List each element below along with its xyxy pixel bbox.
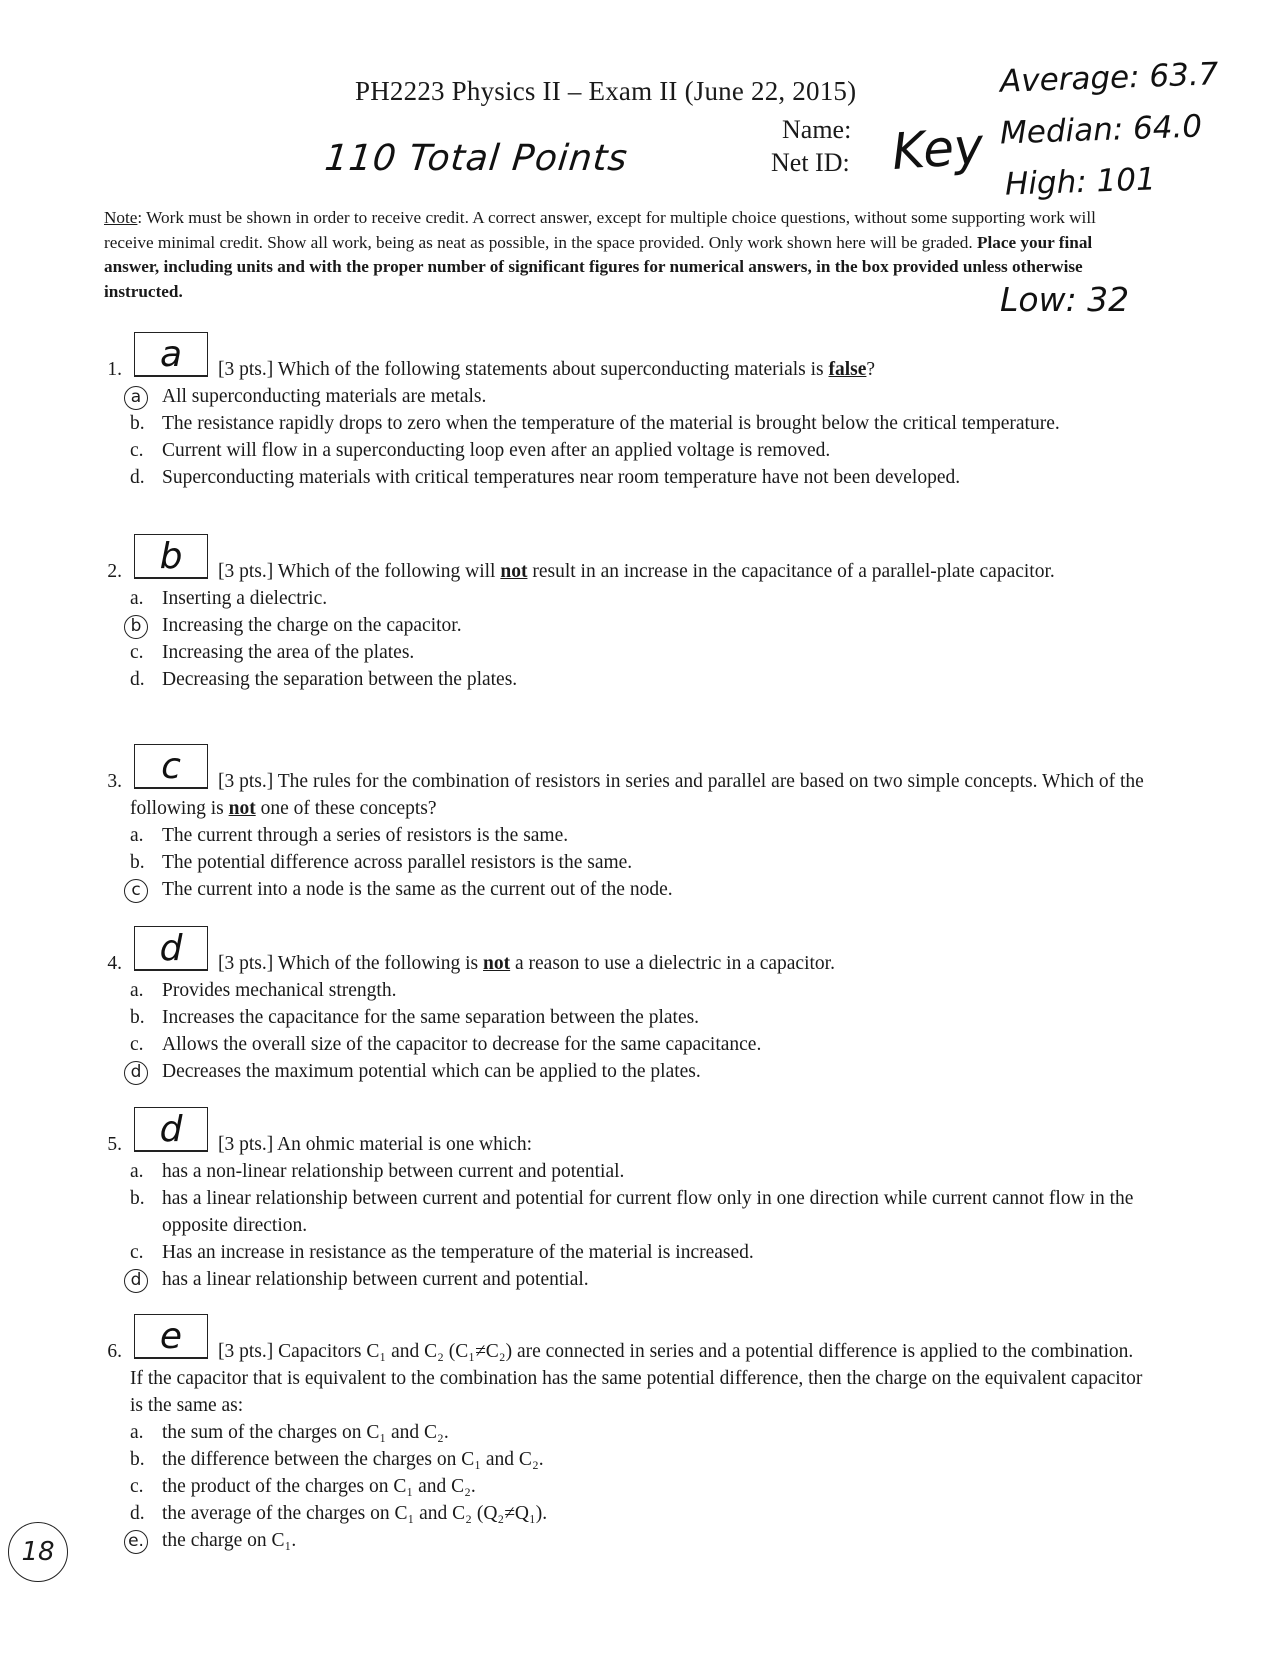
note-label: Note	[104, 208, 138, 227]
option-a: a. Provides mechanical strength.	[130, 980, 397, 1001]
answer-box: d	[134, 1107, 208, 1152]
option-c: c. Has an increase in resistance as the temperature of the material is increased.	[130, 1242, 754, 1263]
answer-box: e	[134, 1314, 208, 1359]
option-a: a All superconducting materials are metals.	[100, 383, 1150, 410]
option-c: c. Current will flow in a superconducting loop even after an applied voltage is removed.	[130, 440, 831, 461]
question-stem: [3 pts.] Which of the following is not a reason to use a dielectric in a capacitor.	[218, 953, 835, 974]
option-c: c. the product of the charges on C₁ and C₂.	[130, 1476, 476, 1497]
option-a: a. the sum of the charges on C₁ and C₂.	[130, 1422, 449, 1443]
answer-box: d	[134, 926, 208, 971]
option-d: d. Superconducting materials with critical temperatures near room temperature have not been developed.	[130, 467, 961, 488]
name-value-handwritten: Key	[890, 116, 986, 182]
exam-title: PH2223 Physics II – Exam II (June 22, 2015)	[355, 76, 857, 106]
netid-label: Net ID:	[771, 148, 850, 177]
option-d: d has a linear relationship between current and potential.	[100, 1266, 1150, 1293]
note-bold-text: Place your final answer, including units and with the proper number of significant figures for numerical answers, in the box provided unless otherwise instructed.	[104, 232, 1093, 301]
name-label: Name:	[782, 115, 852, 144]
option-a: a. has a non-linear relationship between current and potential.	[130, 1161, 625, 1182]
option-e: e. the charge on C₁.	[100, 1527, 1150, 1554]
option-c: c. Allows the overall size of the capacitor to decrease for the same capacitance.	[130, 1034, 762, 1055]
question-stem: [3 pts.] Which of the following statements about superconducting materials is false?	[218, 359, 876, 380]
question-stem: [3 pts.] An ohmic material is one which:	[218, 1134, 533, 1155]
stat-median: Median: 64.0	[999, 108, 1203, 152]
option-d: d. Decreasing the separation between the plates.	[130, 669, 518, 690]
question-number: 4.	[107, 953, 122, 974]
option-d: d. the average of the charges on C₁ and C₂ (Q₂≠Q₁).	[130, 1503, 548, 1524]
question-1	[100, 333, 1150, 491]
question-4	[100, 927, 1150, 1085]
total-points-handwritten: 110 Total Points	[322, 138, 630, 179]
option-a: a. The current through a series of resistors is the same.	[130, 825, 569, 846]
question-number: 2.	[107, 561, 122, 582]
page-score-circled: 18	[8, 1522, 68, 1582]
note-text: : Work must be shown in order to receive credit. A correct answer, except for multiple choice questions, without some supporting work will receive minimal credit. Show all work, being as neat as possible, in the space provided. Only work shown here will be graded.	[104, 208, 1096, 252]
answer-box: b	[134, 534, 208, 579]
option-b: b. the difference between the charges on C₁ and C₂.	[130, 1449, 544, 1470]
question-stem: [3 pts.] Capacitors C₁ and C₂ (C₁≠C₂) are connected in series and a potential difference is applied to the combination. If the capacitor that is equivalent to the combination has the same potential difference, then the charge on the equivalent capacitor is the same as:	[130, 1341, 1143, 1416]
question-2	[100, 535, 1150, 693]
option-b: b. Increases the capacitance for the same separation between the plates.	[130, 1007, 700, 1028]
question-6	[100, 1315, 1150, 1554]
stat-low: Low: 32	[1000, 280, 1130, 319]
question-number: 3.	[107, 771, 122, 792]
answer-box: a	[134, 332, 208, 377]
option-c: c The current into a node is the same as the current out of the node.	[100, 876, 1150, 903]
answer-box: c	[134, 744, 208, 789]
question-stem: [3 pts.] The rules for the combination of resistors in series and parallel are based on two simple concepts. Which of the following is not one of these concepts?	[130, 771, 1144, 819]
question-number: 1.	[107, 359, 122, 380]
question-number: 6.	[107, 1341, 122, 1362]
stat-average: Average: 63.7	[999, 56, 1220, 100]
instructions-note	[104, 206, 1148, 304]
stat-high: High: 101	[1004, 161, 1157, 203]
question-number: 5.	[107, 1134, 122, 1155]
option-a: a. Inserting a dielectric.	[130, 588, 328, 609]
question-3	[100, 745, 1150, 903]
option-c: c. Increasing the area of the plates.	[130, 642, 415, 663]
question-5	[100, 1108, 1150, 1293]
option-b: b Increasing the charge on the capacitor.	[100, 612, 1150, 639]
option-b: b. The resistance rapidly drops to zero when the temperature of the material is brought below the critical temperature.	[130, 413, 1060, 434]
option-d: d Decreases the maximum potential which can be applied to the plates.	[100, 1058, 1150, 1085]
question-stem: [3 pts.] Which of the following will not result in an increase in the capacitance of a parallel-plate capacitor.	[218, 561, 1055, 582]
option-b: b. has a linear relationship between current and potential for current flow only in one direction while current cannot flow in the opposite direction.	[130, 1188, 1134, 1236]
option-b: b. The potential difference across parallel resistors is the same.	[130, 852, 633, 873]
